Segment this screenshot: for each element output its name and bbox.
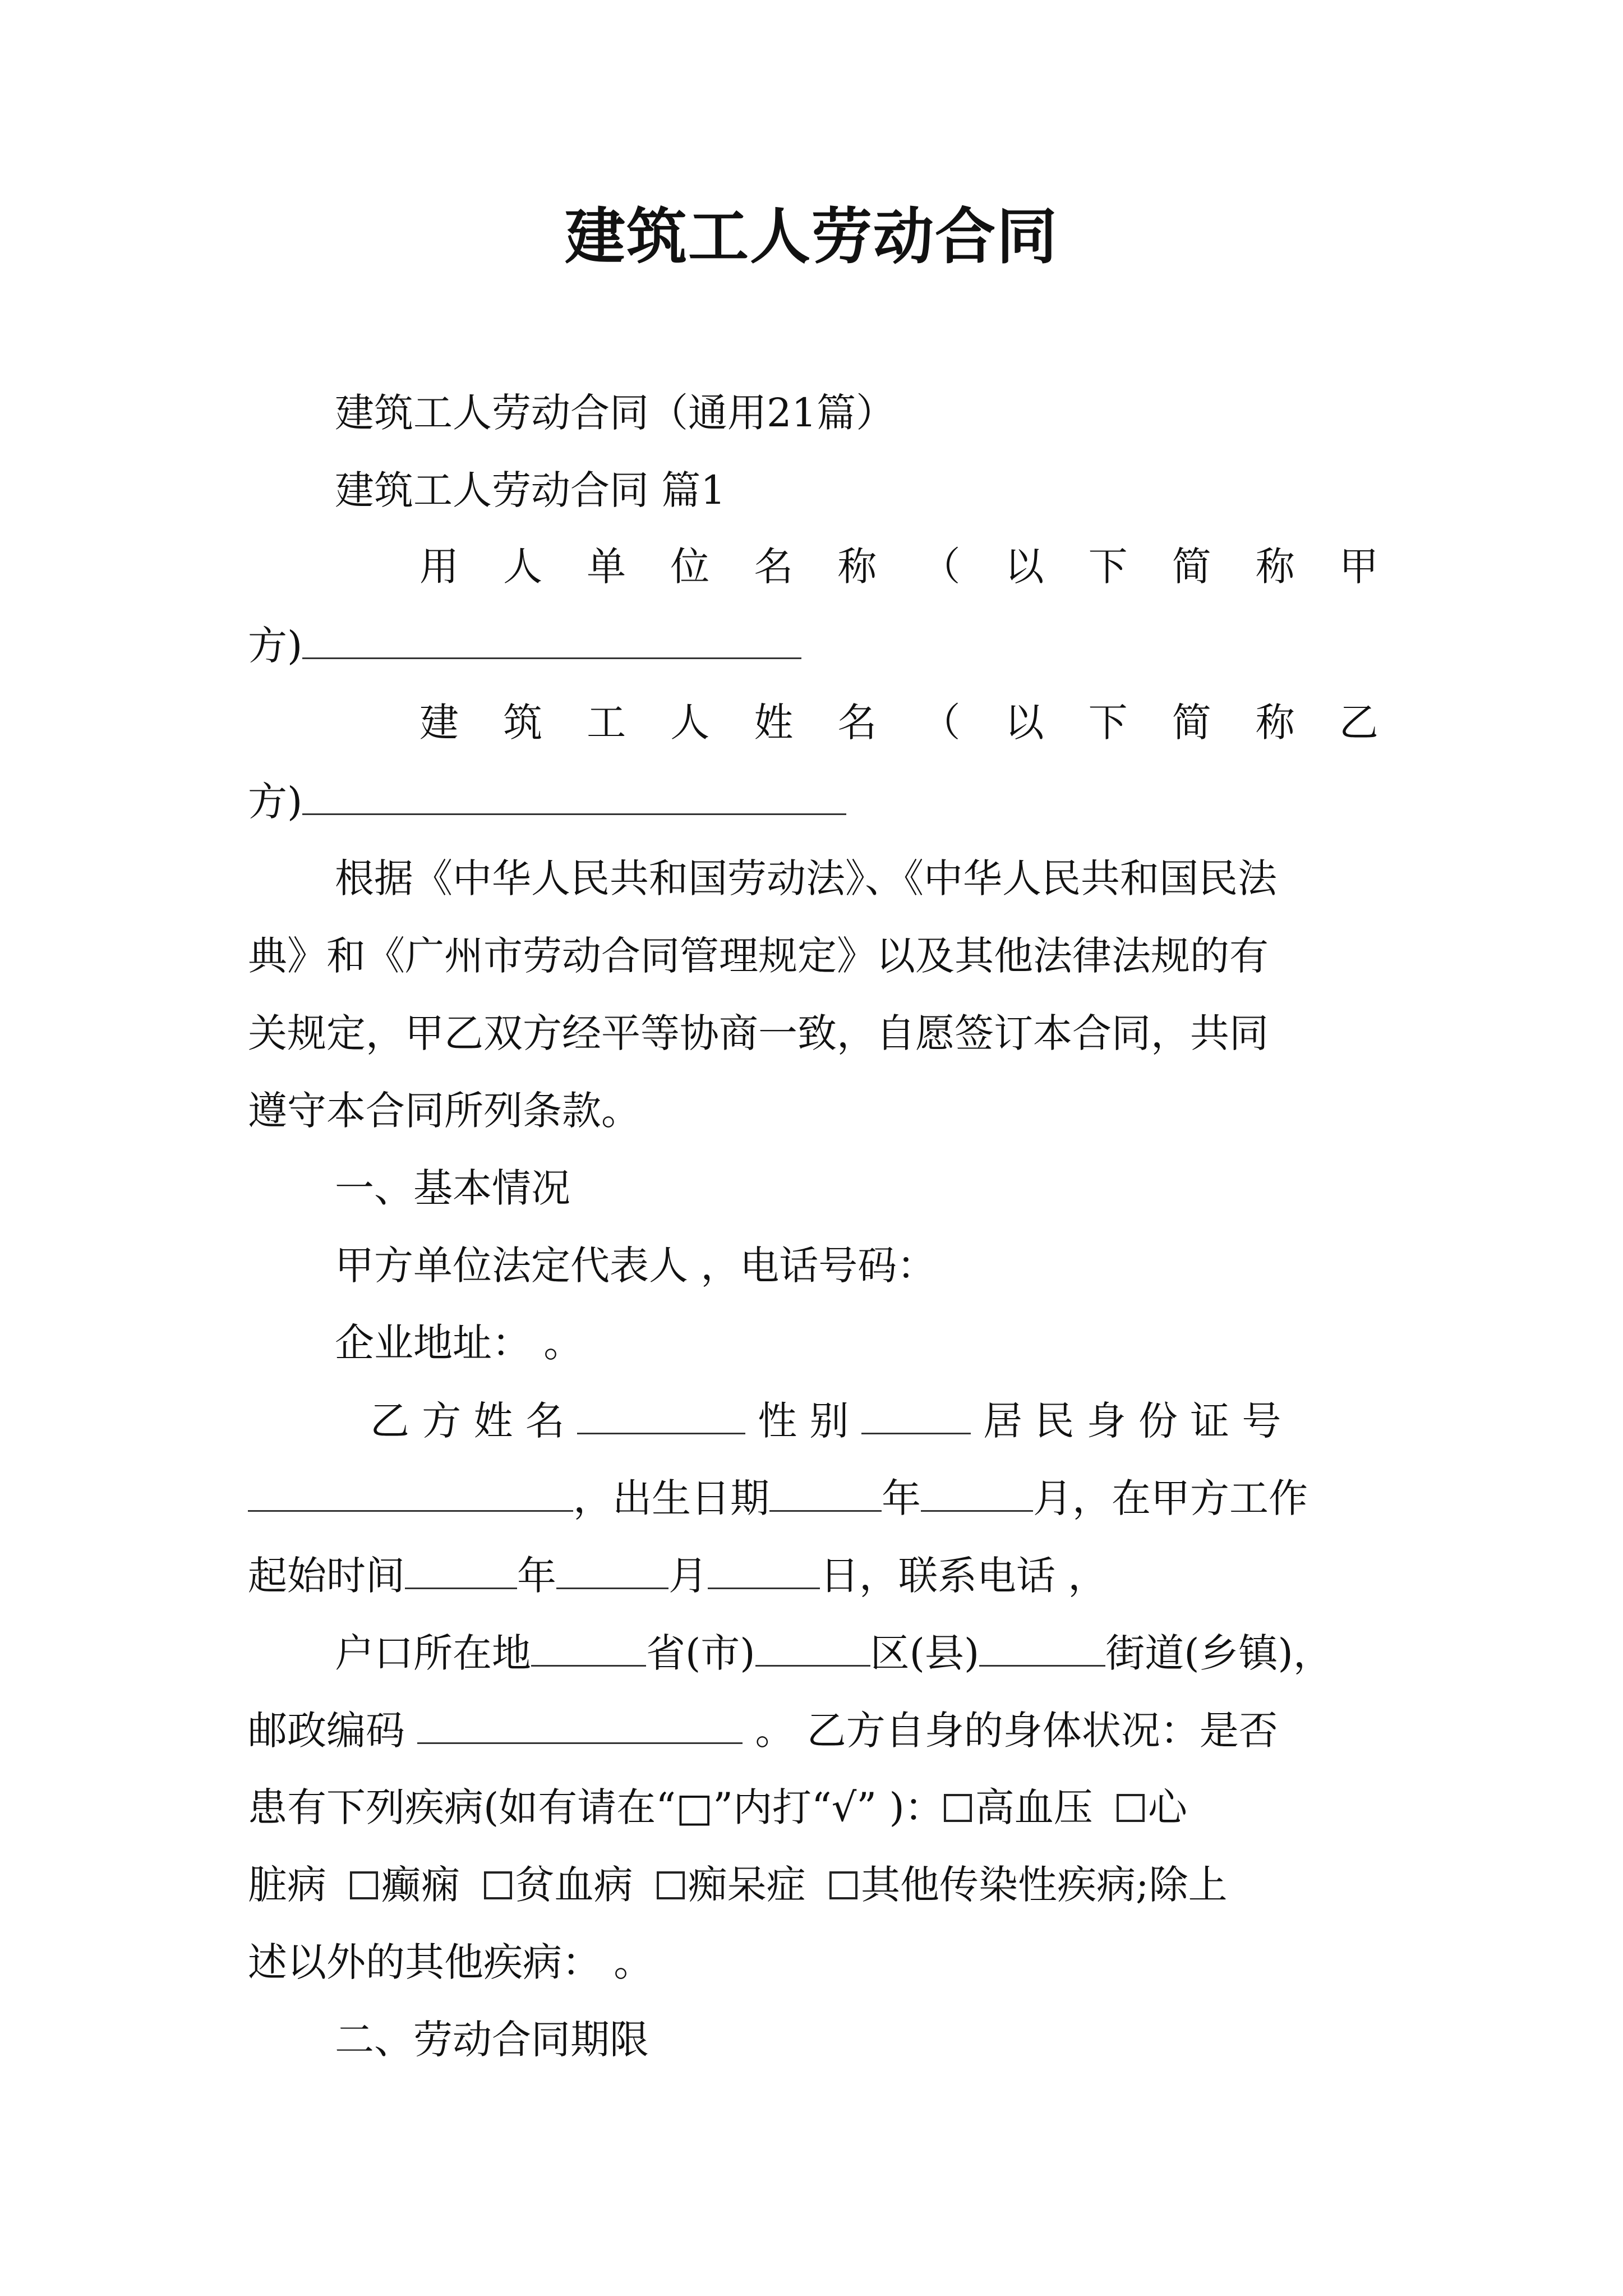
postal-code-blank[interactable]: [417, 1703, 743, 1744]
id-number-blank[interactable]: [248, 1471, 573, 1512]
district-blank[interactable]: [755, 1626, 870, 1667]
hypertension-checkbox[interactable]: [944, 1794, 972, 1822]
heart-disease-checkbox[interactable]: [1117, 1794, 1145, 1822]
birth-year-blank[interactable]: [769, 1471, 882, 1512]
name-blank[interactable]: [577, 1393, 745, 1434]
dementia-checkbox[interactable]: [657, 1871, 685, 1899]
street-blank[interactable]: [979, 1626, 1105, 1667]
disease-line-1: 患有下列疾病(如有请在“□”内打“√” )： 高血压 心: [248, 1784, 1188, 1830]
basis-line-2: 典》和《广州市劳动合同管理规定》以及其他法律法规的有: [248, 933, 1269, 979]
party-a-blank[interactable]: [302, 618, 801, 659]
party-a-label: 用 人 单 位 名 称 （ 以 下 简 称 甲: [419, 544, 1378, 590]
basis-line-1: 根据《中华人民共和国劳动法》、《中华人民共和国民法: [335, 855, 1277, 901]
party-b-blank[interactable]: [302, 774, 846, 815]
party-a-field: 方): [248, 618, 801, 673]
basis-line-3: 关规定，甲乙双方经平等协商一致，自愿签订本合同，共同: [248, 1010, 1269, 1056]
representative-line: 甲方单位法定代表人 ，电话号码：: [335, 1243, 937, 1289]
postal-line: 邮政编码 。 乙方自身的身体状况：是否: [248, 1703, 1278, 1757]
province-blank[interactable]: [531, 1626, 646, 1667]
birth-month-blank[interactable]: [921, 1471, 1033, 1512]
party-b-field: 方): [248, 774, 846, 829]
start-month-blank[interactable]: [556, 1548, 668, 1589]
party-b-label: 建 筑 工 人 姓 名 （ 以 下 简 称 乙: [419, 700, 1378, 746]
hukou-line: 户口所在地 省(市) 区(县) 街道(乡镇)，: [335, 1626, 1332, 1680]
disease-line-2: 脏病 癫痫 贫血病 痴呆症 其他传染性疾病;除上: [248, 1862, 1228, 1908]
basis-line-4: 遵守本合同所列条款。: [248, 1088, 640, 1134]
document-title: 建筑工人劳动合同: [564, 201, 1058, 272]
party-b-details-line-3: 起始时间 年 月 日，联系电话 ，: [248, 1548, 1107, 1603]
other-disease-line: 述以外的其他疾病： 。: [248, 1939, 653, 1985]
heading-contract-term: 二、劳动合同期限: [335, 2017, 649, 2063]
address-line: 企业地址： 。: [335, 1320, 583, 1366]
infectious-disease-checkbox[interactable]: [829, 1871, 857, 1899]
epilepsy-checkbox[interactable]: [350, 1871, 378, 1899]
section-label: 建筑工人劳动合同 篇1: [335, 467, 726, 513]
subtitle: 建筑工人劳动合同（通用21篇）: [335, 390, 896, 436]
start-year-blank[interactable]: [405, 1548, 517, 1589]
party-b-details-line-1: 乙 方 姓 名 性 别 居 民 身 份 证 号: [370, 1393, 1281, 1448]
gender-blank[interactable]: [861, 1393, 971, 1434]
start-day-blank[interactable]: [708, 1548, 820, 1589]
heading-basic-info: 一、基本情况: [335, 1165, 570, 1211]
anemia-checkbox[interactable]: [484, 1871, 512, 1899]
party-b-details-line-2: ，出生日期 年 月，在甲方工作: [248, 1471, 1308, 1525]
